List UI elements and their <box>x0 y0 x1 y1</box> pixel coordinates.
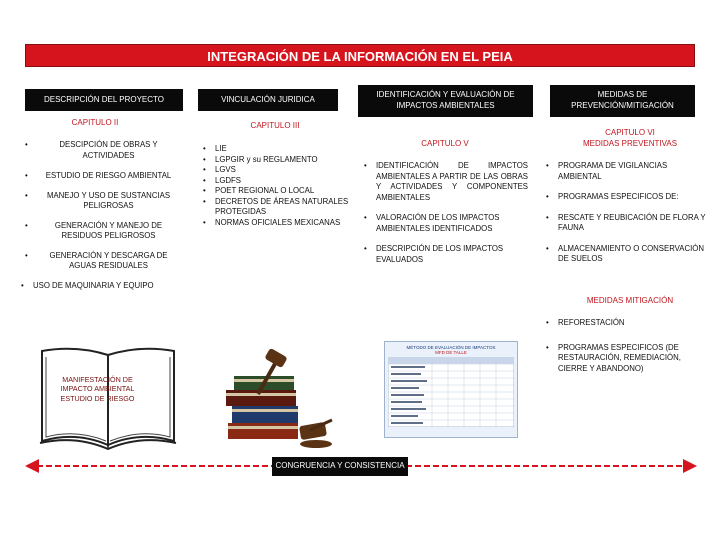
books-gavel-icon <box>218 348 338 453</box>
chapter-ii-label: CAPITULO II <box>71 118 119 127</box>
juridica-list <box>203 144 355 228</box>
list-item: • MANEJO Y USO DE SUSTANCIAS PELIGROSAS <box>25 191 180 212</box>
list-item: • LIE <box>203 144 355 155</box>
list-item: • GENERACIÓN Y DESCARGA DE AGUAS RESIDUALES <box>25 251 180 272</box>
list-item: • LGVS <box>203 165 355 176</box>
list-item: • DECRETOS DE ÁREAS NATURALES PROTEGIDAS <box>203 197 355 218</box>
header-descripcion-proyecto: DESCRIPCIÓN DEL PROYECTO <box>25 89 183 111</box>
list-item: • LGPGIR y su REGLAMENTO <box>203 155 355 166</box>
list-item: • DESCRIPCIÓN DE LOS IMPACTOS EVALUADOS <box>364 244 528 265</box>
header-identificacion-impactos: IDENTIFICACIÓN Y EVALUACIÓN DE IMPACTOS AMBIENTALES <box>358 85 533 117</box>
list-item: • DESCIPCIÓN DE OBRAS Y ACTIVIDADES <box>25 140 180 161</box>
evaluation-matrix-image <box>384 341 518 438</box>
impactos-list <box>364 161 528 275</box>
matrix-grid-icon <box>388 357 514 427</box>
book-caption: MANIFESTACIÓN DE IMPACTO AMBIENTAL ESTUDIO DE RIESGO <box>60 375 135 403</box>
medidas-mitigacion-label: MEDIDAS MITIGACIÓN <box>586 296 674 305</box>
title-banner: INTEGRACIÓN DE LA INFORMACIÓN EN EL PEIA <box>25 44 695 67</box>
footer-congruencia-label: CONGRUENCIA Y CONSISTENCIA <box>272 457 408 476</box>
list-item: • PROGRAMAS ESPECIFICOS (DE RESTAURACIÓN, REMEDIACIÓN, CIERRE Y ABANDONO) <box>546 343 706 375</box>
matrix-title: MÉTODO DE EVALUACIÓN DE IMPACTOS <box>406 345 496 350</box>
list-item: • RESCATE Y REUBICACIÓN DE FLORA Y FAUNA <box>546 213 706 234</box>
list-item: • REFORESTACIÓN <box>546 318 706 329</box>
chapter-iii-label: CAPITULO III <box>250 121 300 130</box>
list-item: • PROGRAMA DE VIGILANCIAS AMBIENTAL <box>546 161 706 182</box>
header-vinculacion-juridica: VINCULACIÓN JURIDICA <box>198 89 338 111</box>
list-item: • GENERACIÓN Y MANEJO DE RESIDUOS PELIGROSOS <box>25 221 180 242</box>
list-item: • ESTUDIO DE RIESGO AMBIENTAL <box>25 171 180 182</box>
list-item: • NORMAS OFICIALES MEXICANAS <box>203 218 355 229</box>
chapter-vi-label: CAPITULO VI <box>605 128 655 137</box>
list-item: • ALMACENAMIENTO O CONSERVACIÓN DE SUELOS <box>546 244 706 265</box>
matrix-subtitle: MFD DE TALLE <box>435 350 467 355</box>
list-item: • USO DE MAQUINARIA Y EQUIPO <box>21 281 208 292</box>
list-item: • PROGRAMAS ESPECIFICOS DE: <box>546 192 706 203</box>
medidas-preventivas-label: MEDIDAS PREVENTIVAS <box>582 139 678 148</box>
medidas-list <box>546 161 706 275</box>
list-item: • VALORACIÓN DE LOS IMPACTOS AMBIENTALES IDENTIFICADOS <box>364 213 528 234</box>
header-medidas: MEDIDAS DE PREVENCIÓN/MITIGACIÓN <box>550 85 695 117</box>
list-item: • POET REGIONAL O LOCAL <box>203 186 355 197</box>
proyecto-list <box>25 140 180 300</box>
chapter-v-label: CAPITULO V <box>421 139 469 148</box>
list-item: • LGDFS <box>203 176 355 187</box>
list-item: • IDENTIFICACIÓN DE IMPACTOS AMBIENTALES A PARTIR DE LAS OBRAS Y ACTIVIDADES Y COMPONENTES AMBIENTALES <box>364 161 528 203</box>
mitigacion-list <box>546 318 706 384</box>
